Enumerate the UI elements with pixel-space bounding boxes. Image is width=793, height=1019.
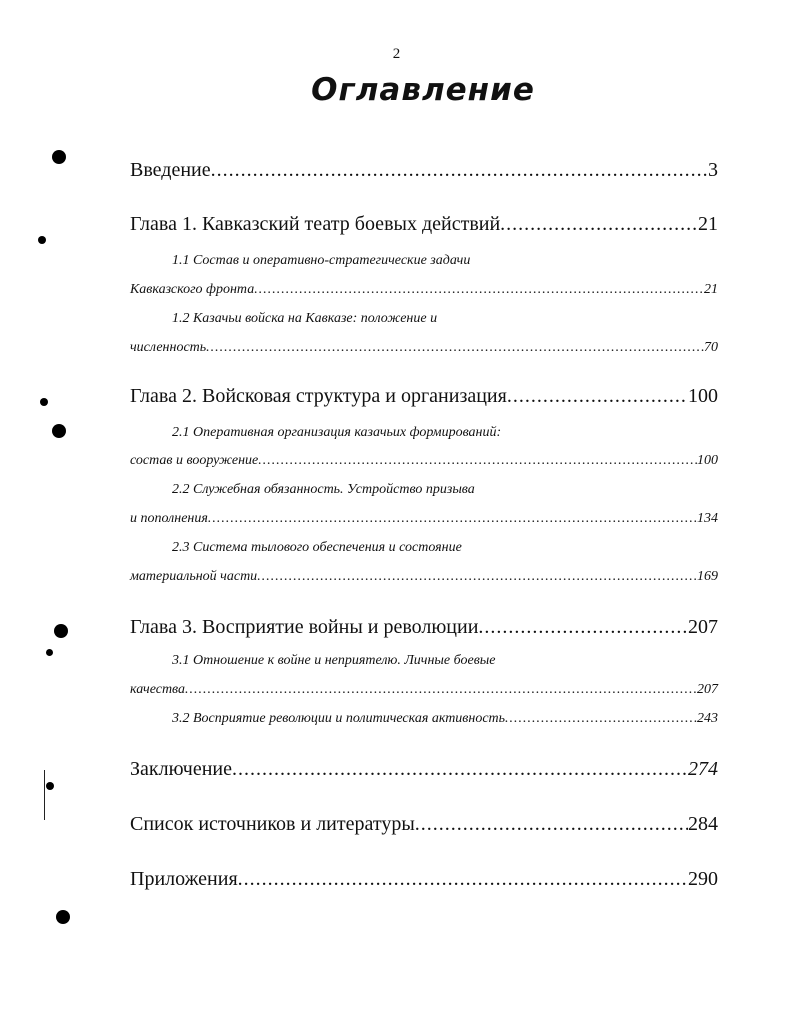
toc-label: состав и вооружение (130, 453, 259, 468)
leader-dots (478, 616, 688, 639)
toc-page: 100 (697, 453, 718, 468)
binder-hole-mark (54, 624, 68, 638)
toc-label: Кавказского фронта (130, 282, 255, 297)
toc-page: 207 (688, 616, 718, 638)
leader-dots (507, 385, 688, 408)
toc-page: 284 (688, 813, 718, 835)
leader-dots (258, 453, 697, 469)
toc-label: численность (130, 340, 207, 355)
toc-label: Введение (130, 159, 211, 181)
toc-page: 169 (697, 569, 718, 584)
binder-hole-mark (52, 150, 66, 164)
leader-dots (206, 340, 704, 356)
binder-hole-mark (46, 782, 54, 790)
toc-page: 207 (697, 682, 718, 697)
toc-label: Глава 3. Восприятие войны и революции (130, 616, 479, 638)
binder-hole-mark (46, 649, 53, 656)
toc-label: Приложения (130, 868, 238, 890)
leader-dots (415, 813, 688, 836)
leader-dots (232, 758, 688, 781)
toc-entry-appendix[interactable] (130, 868, 718, 891)
toc-subentry-3-2[interactable] (172, 711, 718, 727)
leader-dots (505, 711, 697, 727)
toc-entry-sources[interactable] (130, 813, 718, 836)
binder-hole-mark (38, 236, 46, 244)
toc-page: 274 (688, 758, 718, 780)
toc-page: 21 (698, 213, 718, 235)
leader-dots (254, 282, 704, 298)
toc-subentry-2-2[interactable] (130, 511, 718, 527)
toc-subentry-2-1-line1[interactable]: 2.1 Оперативная организация казачьих формирований: (172, 425, 502, 440)
toc-entry-chapter-2[interactable] (130, 385, 718, 408)
toc-label: качества (130, 682, 186, 697)
toc-page: 134 (697, 511, 718, 526)
toc-subentry-1-1[interactable] (130, 282, 718, 298)
leader-dots (257, 569, 697, 585)
toc-page: 3 (708, 159, 718, 181)
toc-subentry-1-2[interactable] (130, 340, 718, 356)
toc-subentry-3-1-line1[interactable]: 3.1 Отношение к войне и неприятелю. Личные боевые (172, 653, 496, 668)
toc-entry-chapter-3[interactable] (130, 616, 718, 639)
binder-hole-mark (40, 398, 48, 406)
toc-label: Список источников и литературы (130, 813, 415, 835)
leader-dots (238, 868, 688, 891)
toc-label: материальной части (130, 569, 258, 584)
toc-label: Глава 1. Кавказский театр боевых действий (130, 213, 501, 235)
toc-entry-chapter-1[interactable] (130, 213, 718, 236)
toc-label: Заключение (130, 758, 232, 780)
toc-subentry-2-1[interactable] (130, 453, 718, 469)
toc-entry-conclusion[interactable] (130, 758, 718, 781)
toc-label: 3.2 Восприятие революции и политическая активность (172, 711, 506, 726)
scan-line-mark (44, 770, 45, 820)
binder-hole-mark (52, 424, 66, 438)
toc-page: 243 (697, 711, 718, 726)
page-title: Оглавление (311, 72, 535, 108)
toc-subentry-3-1[interactable] (130, 682, 718, 698)
toc-subentry-2-3[interactable] (130, 569, 718, 585)
toc-label: Глава 2. Войсковая структура и организация (130, 385, 507, 407)
toc-label: и пополнения (130, 511, 208, 526)
toc-entry-intro[interactable] (130, 159, 718, 182)
toc-page: 70 (704, 340, 718, 355)
toc-subentry-1-2-line1[interactable]: 1.2 Казачьи войска на Кавказе: положение и (172, 311, 438, 326)
leader-dots (185, 682, 697, 698)
leader-dots (208, 511, 697, 527)
toc-page: 290 (688, 868, 718, 890)
toc-page: 21 (704, 282, 718, 297)
leader-dots (500, 213, 698, 236)
toc-subentry-2-2-line1[interactable]: 2.2 Служебная обязанность. Устройство призыва (172, 482, 475, 497)
page-number: 2 (392, 46, 401, 62)
toc-subentry-1-1-line1[interactable]: 1.1 Состав и оперативно-стратегические задачи (172, 253, 471, 268)
toc-subentry-2-3-line1[interactable]: 2.3 Система тылового обеспечения и состояние (172, 540, 462, 555)
binder-hole-mark (56, 910, 70, 924)
toc-page: 100 (688, 385, 718, 407)
leader-dots (211, 159, 708, 182)
